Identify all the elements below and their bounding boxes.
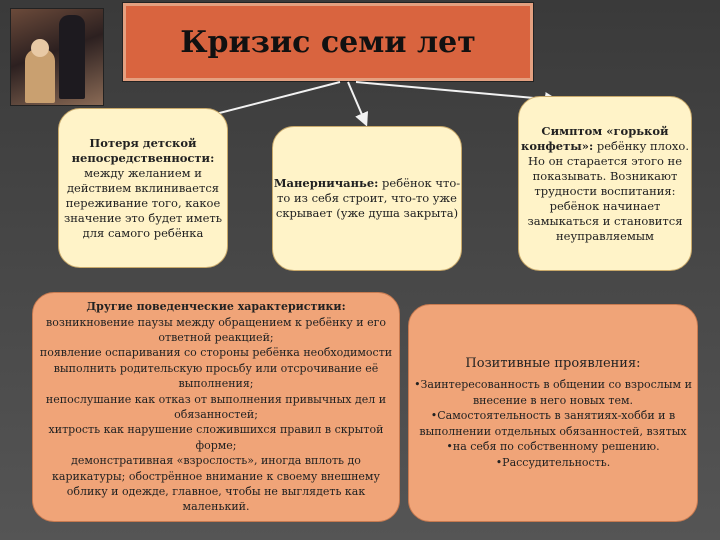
box4-line: демонстративная «взрослость», иногда вплоть до карикатуры; обострённое внимание к своему внешнему облику и одежде, главное, чтобы не выглядеть как маленький. [52,454,380,514]
box5-heading: Позитивные проявления: [465,356,641,372]
box-mannerism [272,126,462,271]
box4-line: хитрость как нарушение сложившихся правил в скрытой форме; [48,423,384,452]
box5-line: •Заинтересованность в общении со взрослым и внесение в него новых тем. [414,378,692,407]
arrow-to-box1 [200,82,340,118]
box-bitter-candy [518,96,692,271]
box-other-behaviors [32,292,400,522]
box2-heading: Манерничанье: [273,176,379,190]
box4-line: непослушание как отказ от выполнения привычных дел и обязанностей; [45,392,387,421]
box5-line: •на себя по собственному решению. [446,440,660,454]
box4-line: возникновение паузы между обращением к ребёнку и его ответной реакцией; [46,315,386,344]
box3-body: ребёнку плохо. Но он старается этого не показывать. Возникают трудности воспитания: ребёнок начинает замыкаться и становится неуправляемым [527,138,689,243]
box4-heading: Другие поведенческие характеристики: [86,300,346,314]
arrow-to-box3 [356,82,556,100]
box5-line: •Самостоятельность в занятиях-хобби и в выполнении отдельных обязанностей, взятых [419,409,687,438]
box1-body: между желанием и действием вклинивается переживание того, какое значение это будет иметь для самого ребёнка [63,165,222,240]
arrow-to-box2 [348,82,366,124]
box-positive [408,304,698,522]
box-loss-of-spontaneity [58,108,228,268]
box3-heading: Симптом «горькой конфеты»: [521,123,669,153]
box1-heading: Потеря детской непосредственности: [71,135,215,165]
box4-line: появление оспаривания со стороны ребёнка необходимости выполнить родительскую просьбу или отсрочивание её выполнения; [39,346,393,391]
page-title: Кризис семи лет [180,24,476,60]
box5-line: •Рассудительность. [495,455,611,469]
box2-body: ребёнок что-то из себя строит, что-то уже скрывает (уже душа закрыта) [275,176,461,220]
